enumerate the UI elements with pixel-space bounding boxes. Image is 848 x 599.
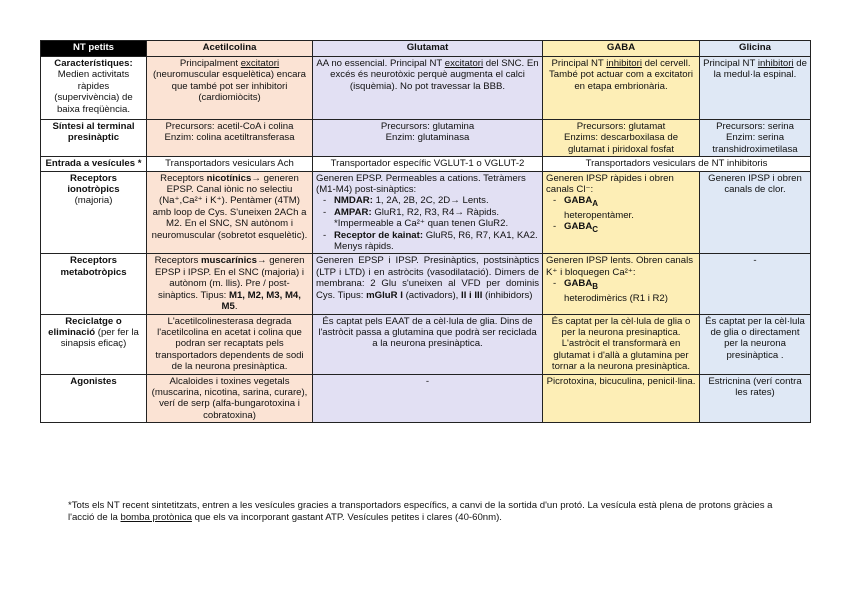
cell-ent-gaba-gly: Transportadors vesiculars de NT inhibitoris xyxy=(543,157,811,171)
cell-ent-glu: Transportador específic VGLUT-1 o VGLUT-2 xyxy=(313,157,543,171)
cell-ago-glu: - xyxy=(313,374,543,423)
row-agonistes xyxy=(41,374,811,423)
cell-ent-ach: Transportadors vesiculars Ach xyxy=(147,157,313,171)
list-item: - AMPAR: GluR1, R2, R3, R4→ Ràpids. *Impermeable a Ca²⁺ quan tenen GluR2. xyxy=(334,207,539,230)
header-acetilcolina: Acetilcolina xyxy=(147,41,313,57)
row-header-ionotropics: Receptors ionotròpics (majoria) xyxy=(41,171,147,254)
row-sintesi xyxy=(41,120,811,157)
header-gaba: GABA xyxy=(543,41,700,57)
cell-rec-glu: És captat pels EAAT de a cèl·lula de glia. Dins de l'astròcit passa a glutamina que podrà ser reciclada a la neurona presinàptica. xyxy=(313,314,543,374)
row-header-caracteristiques: Característiques: Medien activitats ràpides (supervivència) de baixa freqüència. xyxy=(41,57,147,120)
cell-ion-gaba: Generen IPSP ràpides i obren canals Cl⁻: - $GABA_A$ heteropentàmer. - $GABA_C$ xyxy=(543,171,700,254)
row-header-reciclatge: Reciclatge o eliminació (per fer la sinapsis eficaç) xyxy=(41,314,147,374)
cell-ago-ach: Alcaloides i toxines vegetals (muscarina, nicotina, sarina, curare), verí de serp (alfa-bungarotoxina i cobratoxina) xyxy=(147,374,313,423)
row-header-metabotropics: Receptors metabotròpics xyxy=(41,254,147,314)
cell-sin-gly: Precursors: serina Enzim: serina transhidroximetilasa xyxy=(700,120,811,157)
row-caracteristiques xyxy=(41,57,811,120)
list-item: - $GABA_B$ heterodimèrics (R1 i R2) xyxy=(564,278,696,304)
cell-sin-gaba: Precursors: glutamat Enzims: descarboxilasa de glutamat i piridoxal fosfat xyxy=(543,120,700,157)
list-item: - $GABA_A$ heteropentàmer. xyxy=(564,195,696,221)
cell-car-glu: AA no essencial. Principal NT excitatori del SNC. En excés és neurotòxic perquè augmenta el calci (isquèmia). No pot travessar la BBB. xyxy=(313,57,543,120)
cell-ago-gaba: Picrotoxina, bicuculina, penicil·lina. xyxy=(543,374,700,423)
header-glicina: Glicina xyxy=(700,41,811,57)
row-reciclatge xyxy=(41,314,811,374)
list-item: - $GABA_C$ xyxy=(564,221,696,235)
row-header-sintesi: Síntesi al terminal presinàptic xyxy=(41,120,147,157)
list-item: - Receptor de kainat: GluR5, R6, R7, KA1, KA2. Menys ràpids. xyxy=(334,230,539,253)
cell-car-gaba: Principal NT inhibitori del cervell. També pot actuar com a excitatori en etapa embrionària. xyxy=(543,57,700,120)
cell-car-ach: Principalment excitatori (neuromuscular esquelètica) encara que també pot ser inhibitori (cardiomiòcits) xyxy=(147,57,313,120)
cell-met-glu: Generen EPSP i IPSP. Presinàptics, postsinàptics (LTP i LTD) i en astròcits (vasodilatació). Dimers de membrana: 2 Glu s'uneixen al VFD per dominis Cys. Tipus: mGluR I (activadors), II i III (inhibidors) xyxy=(313,254,543,314)
header-glutamat: Glutamat xyxy=(313,41,543,57)
cell-sin-glu: Precursors: glutamina Enzim: glutaminasa xyxy=(313,120,543,157)
cell-ion-gly: Generen IPSP i obren canals de clor. xyxy=(700,171,811,254)
cell-car-gly: Principal NT inhibitori de la medul·la espinal. xyxy=(700,57,811,120)
cell-ion-glu: Generen EPSP. Permeables a cations. Tetràmers (M1-M4) post-sinàptics: - NMDAR: 1, 2A, 2B, 2C, 2D→ Lents. - AMPAR: GluR1, R2, R3, R4→ Ràpids. *Impermeable a Ca²⁺ quan tenen GluR2. - Receptor de kainat: GluR5, R6, R7, KA1, KA2. Menys ràpids. xyxy=(313,171,543,254)
nt-table xyxy=(40,40,811,423)
cell-met-gaba: Generen IPSP lents. Obren canals K⁺ i bloquegen Ca²⁺: - $GABA_B$ heterodimèrics (R1 i R2) xyxy=(543,254,700,314)
cell-met-ach: Receptors muscarínics→ generen EPSP i IPSP. En el SNC (majoria) i autònom (m. llis). Pre / post-sinàptics. Tipus: M1, M2, M3, M4, M5. xyxy=(147,254,313,314)
cell-rec-ach: L'acetilcolinesterasa degrada l'acetilcolina en acetat i colina que podran ser recaptats pels transportadors dependents de sodi de la neurona presinàptica. xyxy=(147,314,313,374)
cell-ion-ach: Receptors nicotínics→ generen EPSP. Canal iònic no selectiu (Na⁺,Ca²⁺ i K⁺). Pentàmer (4TM) amb loop de Cys. S'uneixen 2ACh a M2. En el SNC, SN autònom i neuromuscular (sobretot esquelètic). xyxy=(147,171,313,254)
header-row xyxy=(41,41,811,57)
row-header-entrada: Entrada a vesícules * xyxy=(41,157,147,171)
cell-rec-gly: És captat per la cèl·lula de glia o directament per la neurona presinàptica . xyxy=(700,314,811,374)
list-item: - NMDAR: 1, 2A, 2B, 2C, 2D→ Lents. xyxy=(334,195,539,206)
header-nt: NT petits xyxy=(41,41,147,57)
cell-rec-gaba: És captat per la cèl·lula de glia o per la neurona presinaptica. L'astròcit el transformarà en glutamat i d'allà a glutamina per tornar a la neurona presinàptica. xyxy=(543,314,700,374)
cell-met-gly: - xyxy=(700,254,811,314)
row-ionotropics xyxy=(41,171,811,254)
row-header-agonistes: Agonistes xyxy=(41,374,147,423)
cell-sin-ach: Precursors: acetil-CoA i colina Enzim: colina acetiltransferasa xyxy=(147,120,313,157)
row-entrada xyxy=(41,157,811,171)
cell-ago-gly: Estricnina (verí contra les rates) xyxy=(700,374,811,423)
row-metabotropics xyxy=(41,254,811,314)
footnote: *Tots els NT recent sintetitzats, entren a les vesícules gracies a transportadors específics, a canvi de la sortida d'un protó. La vesícula està plena de protons gràcies a l'acció de la bomba protònica que els va incorporant gastant ATP. Vesícules petites i clares (40-60nm). xyxy=(68,500,773,523)
